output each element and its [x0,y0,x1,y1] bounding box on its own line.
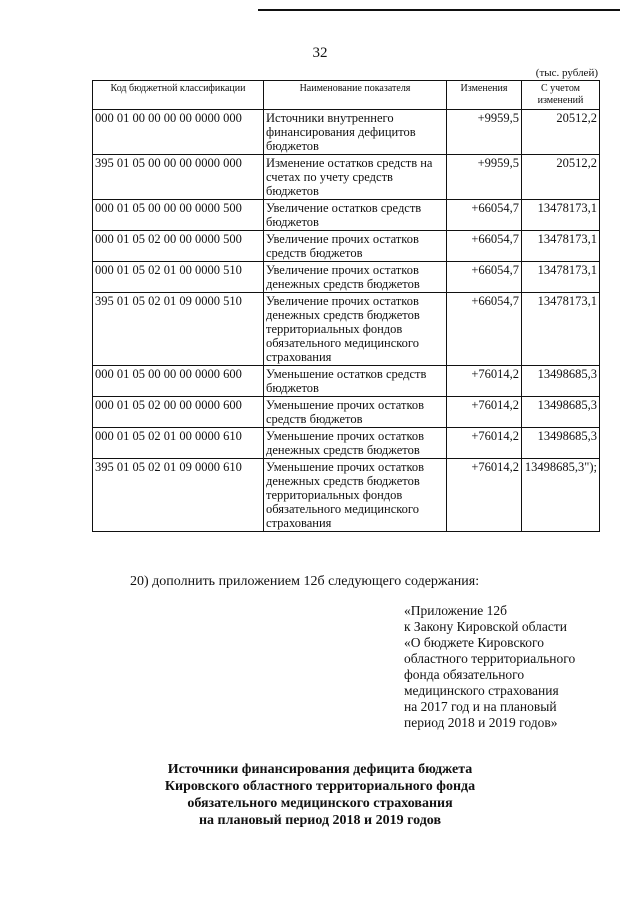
cell-name: Источники внутреннего финансирования дефицитов бюджетов [264,110,447,155]
cell-total: 20512,2 [522,110,600,155]
table-row [93,428,600,459]
table-row [93,293,600,366]
header-change: Изменения [447,81,522,110]
cell-name: Увеличение прочих остатков денежных средств бюджетов территориальных фондов обязательного медицинского страхования [264,293,447,366]
cell-change: +66054,7 [447,293,522,366]
table-header-row [93,81,600,110]
cell-change: +76014,2 [447,459,522,532]
appendix-line: «Приложение 12б [404,603,507,618]
appendix-header [404,603,624,731]
cell-change: +9959,5 [447,155,522,200]
cell-total: 13478173,1 [522,262,600,293]
cell-name: Уменьшение остатков средств бюджетов [264,366,447,397]
cell-code: 000 01 05 02 01 00 0000 510 [93,262,264,293]
cell-total: 13498685,3 [522,366,600,397]
section-title [0,761,640,829]
financing-table [92,80,600,532]
table-row [93,110,600,155]
cell-name: Уменьшение прочих остатков денежных средств бюджетов территориальных фондов обязательного медицинского страхования [264,459,447,532]
table-row [93,366,600,397]
cell-change: +76014,2 [447,366,522,397]
cell-total: 13498685,3 [522,428,600,459]
cell-total: 13498685,3 [522,397,600,428]
cell-code: 395 01 05 02 01 09 0000 610 [93,459,264,532]
cell-total: 13478173,1 [522,231,600,262]
cell-change: +76014,2 [447,397,522,428]
title-line: Кировского областного территориального фонда [164,779,476,794]
appendix-line: «О бюджете Кировского [404,635,545,650]
cell-code: 000 01 05 00 00 00 0000 500 [93,200,264,231]
cell-name: Уменьшение прочих остатков средств бюджетов [264,397,447,428]
appendix-line: фонда обязательного [404,667,525,682]
table-row [93,459,600,532]
cell-change: +66054,7 [447,200,522,231]
appendix-line: областного территориального [404,651,576,666]
top-rule [258,9,620,11]
cell-change: +66054,7 [447,262,522,293]
cell-code: 000 01 05 02 01 00 0000 610 [93,428,264,459]
cell-code: 395 01 05 00 00 00 0000 000 [93,155,264,200]
cell-code: 395 01 05 02 01 09 0000 510 [93,293,264,366]
cell-total: 20512,2 [522,155,600,200]
header-total: С учетом изменений [522,81,600,110]
cell-code: 000 01 00 00 00 00 0000 000 [93,110,264,155]
table-row [93,231,600,262]
cell-name: Увеличение остатков средств бюджетов [264,200,447,231]
appendix-line: период 2018 и 2019 годов» [404,715,558,730]
header-name: Наименование показателя [264,81,447,110]
cell-name: Уменьшение прочих остатков денежных средств бюджетов [264,428,447,459]
cell-change: +9959,5 [447,110,522,155]
table-row [93,155,600,200]
title-line: обязательного медицинского страхования [187,796,453,811]
page-number: 32 [312,45,328,61]
cell-total: 13478173,1 [522,293,600,366]
header-code: Код бюджетной классификации [93,81,264,110]
cell-name: Увеличение прочих остатков денежных средств бюджетов [264,262,447,293]
amendment-item-20: 20) дополнить приложением 12б следующего содержания: [130,574,480,589]
title-line: Источники финансирования дефицита бюджета [167,762,473,777]
cell-name: Увеличение прочих остатков средств бюджетов [264,231,447,262]
units-label: (тыс. рублей) [535,67,598,79]
cell-total: 13478173,1 [522,200,600,231]
table-row [93,262,600,293]
appendix-line: медицинского страхования [404,683,559,698]
table-row [93,397,600,428]
appendix-line: на 2017 год и на плановый [404,699,557,714]
cell-name: Изменение остатков средств на счетах по учету средств бюджетов [264,155,447,200]
table-row [93,200,600,231]
cell-code: 000 01 05 02 00 00 0000 600 [93,397,264,428]
appendix-line: к Закону Кировской области [404,619,568,634]
cell-total: 13498685,3"); [522,459,600,532]
title-line: на плановый период 2018 и 2019 годов [198,813,442,828]
cell-code: 000 01 05 02 00 00 0000 500 [93,231,264,262]
cell-change: +76014,2 [447,428,522,459]
cell-change: +66054,7 [447,231,522,262]
cell-code: 000 01 05 00 00 00 0000 600 [93,366,264,397]
